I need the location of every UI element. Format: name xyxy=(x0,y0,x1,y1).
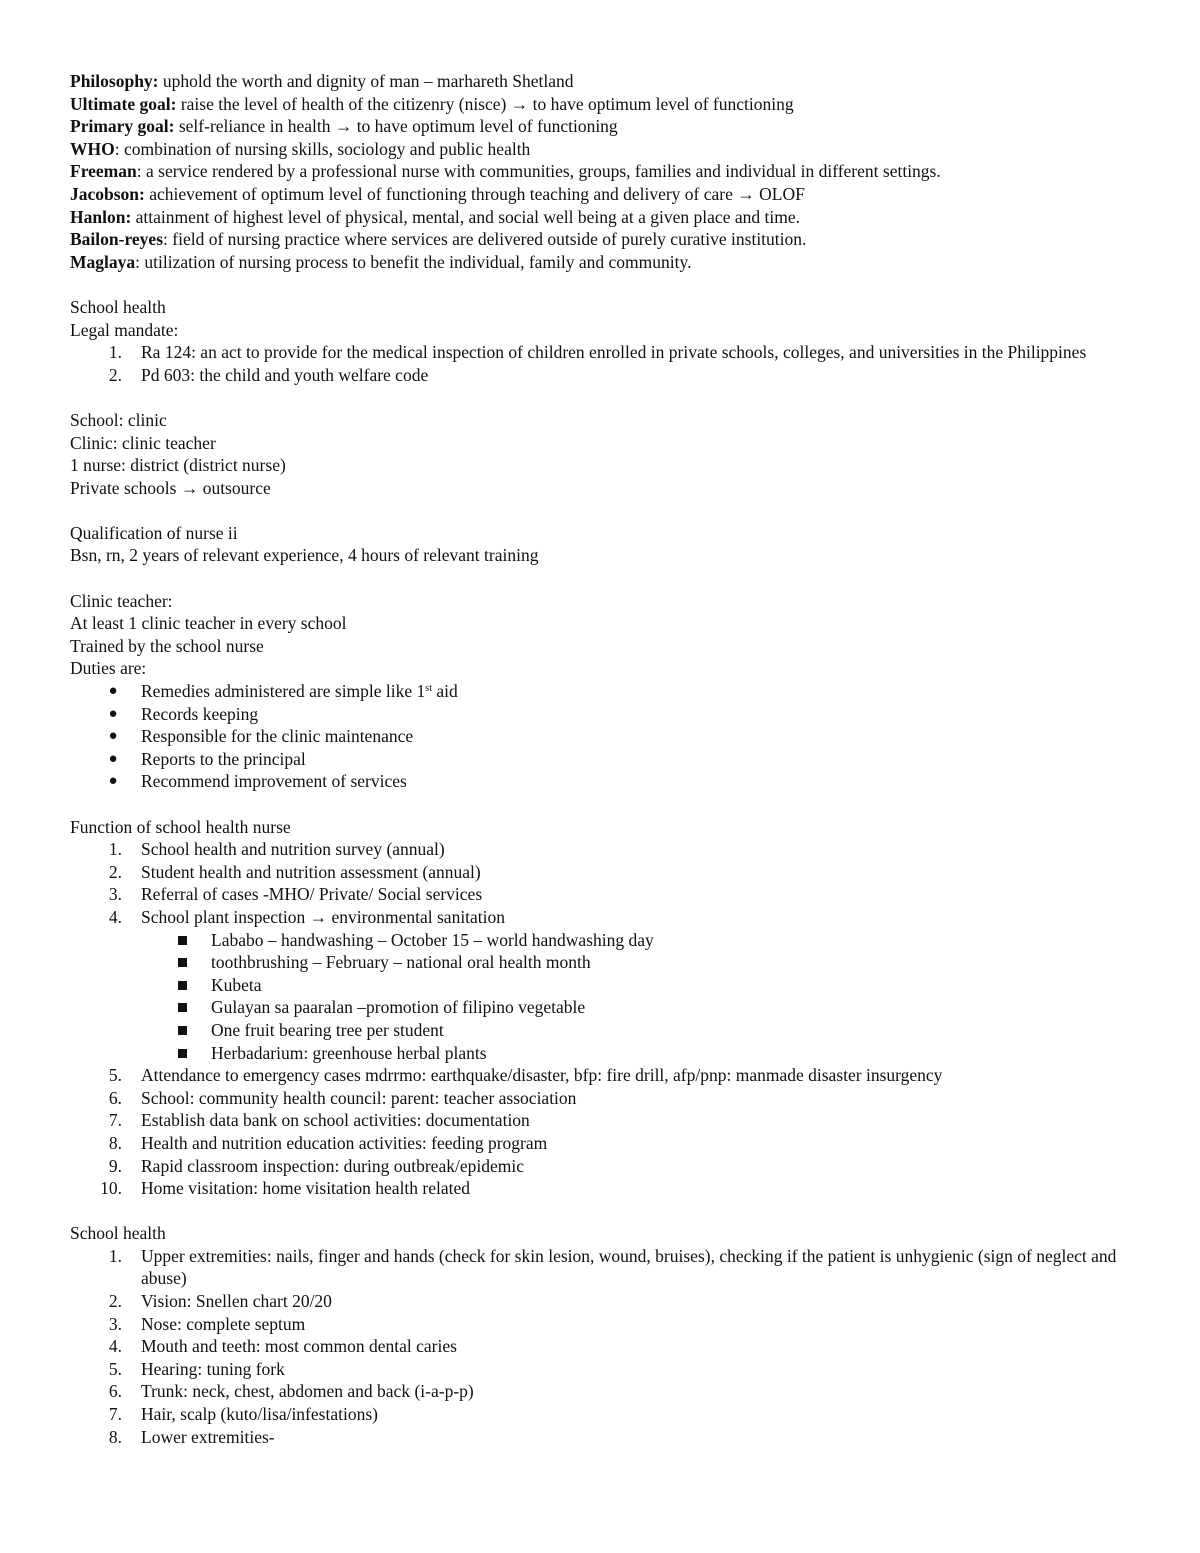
list-item xyxy=(70,1380,1140,1403)
bullet-icon: ● xyxy=(108,750,118,767)
list-item-text: Rapid classroom inspection: during outbreak/epidemic xyxy=(141,1155,524,1176)
square-bullet-icon xyxy=(178,1049,187,1058)
list-item xyxy=(70,680,1140,703)
definition-text: : combination of nursing skills, sociology and public health xyxy=(114,138,531,159)
section-heading: School health xyxy=(70,296,166,317)
list-item xyxy=(70,1087,1140,1110)
definitions-block xyxy=(70,70,1140,273)
list-item xyxy=(70,341,1140,364)
list-number: 2. xyxy=(108,1291,122,1312)
list-item-text: School plant inspection → environmental sanitation xyxy=(141,906,506,927)
list-item xyxy=(70,1313,1140,1336)
list-item xyxy=(70,1335,1140,1358)
definition-line xyxy=(70,251,1140,274)
list-number: 6. xyxy=(108,1087,122,1108)
sub-list-item xyxy=(70,929,1140,952)
list-item xyxy=(70,906,1140,929)
definition-term: WHO xyxy=(70,138,115,159)
list-item xyxy=(70,1109,1140,1132)
list-item-text: Reports to the principal xyxy=(141,748,306,769)
list-item-text: Pd 603: the child and youth welfare code xyxy=(141,364,429,385)
list-item xyxy=(70,748,1140,771)
sub-list-item xyxy=(70,1042,1140,1065)
list-number: 5. xyxy=(108,1358,122,1379)
legal-mandate-label: Legal mandate: xyxy=(70,319,179,340)
text-line: 1 nurse: district (district nurse) xyxy=(70,455,286,476)
list-item-text: Lower extremities- xyxy=(141,1426,275,1447)
spacer xyxy=(70,386,1140,409)
section-heading: School health xyxy=(70,1223,166,1244)
sub-list-item xyxy=(70,1019,1140,1042)
list-item xyxy=(70,1426,1140,1449)
list-item-text xyxy=(141,681,458,701)
list-number: 1. xyxy=(108,342,122,363)
legal-mandate-list xyxy=(70,341,1140,386)
document-page xyxy=(70,70,1140,1448)
definition-term: Philosophy: xyxy=(70,71,159,91)
list-item-text: Nose: complete septum xyxy=(141,1313,306,1334)
definition-term: Jacobson: xyxy=(70,183,145,204)
definition-term: Primary goal: xyxy=(70,116,175,137)
list-item-text: Upper extremities: nails, finger and hands (check for skin lesion, wound, bruises), checking if the patient is unhygienic (sign of neglect and abuse) xyxy=(141,1245,1117,1289)
list-number: 1. xyxy=(108,1245,122,1266)
definition-text: : utilization of nursing process to benefit the individual, family and community. xyxy=(135,251,692,272)
list-item xyxy=(70,1358,1140,1381)
definition-text: : field of nursing practice where services are delivered outside of purely curative institution. xyxy=(163,229,807,250)
list-item xyxy=(70,770,1140,793)
definition-text: uphold the worth and dignity of man – marhareth Shetland xyxy=(158,71,574,91)
bullet-icon: ● xyxy=(108,728,118,745)
assessment-list xyxy=(70,1245,1140,1448)
list-item xyxy=(70,1403,1140,1426)
text-line: Trained by the school nurse xyxy=(70,635,264,656)
list-item-text: Student health and nutrition assessment (annual) xyxy=(141,861,481,882)
list-item xyxy=(70,1177,1140,1200)
square-bullet-icon xyxy=(178,936,187,945)
list-item-text: Referral of cases -MHO/ Private/ Social services xyxy=(141,884,483,905)
list-number: 2. xyxy=(108,861,122,882)
list-number: 2. xyxy=(108,364,122,385)
definition-term: Bailon-reyes xyxy=(70,229,164,250)
list-number: 6. xyxy=(108,1381,122,1402)
definition-text: raise the level of health of the citizenry (nisce) → to have optimum level of functioning xyxy=(176,93,794,114)
list-item-text: Vision: Snellen chart 20/20 xyxy=(141,1291,332,1312)
list-item-text: School: community health council: parent: teacher association xyxy=(141,1087,577,1108)
list-item-text: Health and nutrition education activities: feeding program xyxy=(141,1132,548,1153)
spacer xyxy=(70,273,1140,296)
list-number: 8. xyxy=(108,1132,122,1153)
definition-text: self-reliance in health → to have optimum level of functioning xyxy=(174,116,618,137)
duties-list xyxy=(70,680,1140,793)
bullet-icon: ● xyxy=(108,773,118,790)
list-item-text: Recommend improvement of services xyxy=(141,771,407,792)
list-number: 8. xyxy=(108,1426,122,1447)
list-item-text: Kubeta xyxy=(211,974,262,995)
list-item xyxy=(70,883,1140,906)
ordinal-superscript: st xyxy=(425,683,432,695)
list-item-text: toothbrushing – February – national oral health month xyxy=(211,952,591,973)
square-bullet-icon xyxy=(178,958,187,967)
list-item-text: Herbadarium: greenhouse herbal plants xyxy=(211,1042,487,1063)
definition-line xyxy=(70,183,1140,206)
list-item xyxy=(70,1245,1140,1290)
duty-text-suffix: aid xyxy=(431,681,458,702)
bullet-icon: ● xyxy=(108,705,118,722)
list-item-text: School health and nutrition survey (annual) xyxy=(141,839,445,860)
definition-text: attainment of highest level of physical, mental, and social well being at a given place and time. xyxy=(131,206,800,227)
list-number: 7. xyxy=(108,1404,122,1425)
list-item xyxy=(70,725,1140,748)
list-item-text: Lababo – handwashing – October 15 – world handwashing day xyxy=(211,929,654,950)
definition-term: Maglaya xyxy=(70,251,136,272)
definition-text: achievement of optimum level of functioning through teaching and delivery of care → OLOF xyxy=(144,183,805,204)
list-item-text: Hearing: tuning fork xyxy=(141,1358,285,1379)
section-heading: Function of school health nurse xyxy=(70,816,291,837)
list-item xyxy=(70,838,1140,861)
sanitation-sublist xyxy=(70,929,1140,1065)
list-item-text: Ra 124: an act to provide for the medical inspection of children enrolled in private schools, colleges, and universities in the Philippines xyxy=(141,342,1087,363)
list-number: 9. xyxy=(108,1155,122,1176)
list-item xyxy=(70,861,1140,884)
list-item-text: Hair, scalp (kuto/lisa/infestations) xyxy=(141,1404,378,1425)
list-item-text: Trunk: neck, chest, abdomen and back (i-a-p-p) xyxy=(141,1381,474,1402)
section-heading: Qualification of nurse ii xyxy=(70,522,238,543)
list-number: 4. xyxy=(108,906,122,927)
definition-line xyxy=(70,70,1140,93)
definition-line xyxy=(70,93,1140,116)
square-bullet-icon xyxy=(178,981,187,990)
text-line: Clinic: clinic teacher xyxy=(70,432,216,453)
square-bullet-icon xyxy=(178,1003,187,1012)
list-item-text: One fruit bearing tree per student xyxy=(211,1019,444,1040)
list-item-text: Gulayan sa paaralan –promotion of filipino vegetable xyxy=(211,997,586,1018)
bullet-icon: ● xyxy=(108,683,118,700)
list-item-text: Attendance to emergency cases mdrrmo: earthquake/disaster, bfp: fire drill, afp/pnp: manmade disaster insurgency xyxy=(141,1065,943,1086)
list-item-text: Records keeping xyxy=(141,703,259,724)
text-line: School: clinic xyxy=(70,409,167,430)
definition-line xyxy=(70,228,1140,251)
definition-line xyxy=(70,206,1140,229)
list-number: 3. xyxy=(108,1313,122,1334)
list-item xyxy=(70,1290,1140,1313)
definition-line xyxy=(70,160,1140,183)
text-line: Private schools → outsource xyxy=(70,477,271,498)
definition-line xyxy=(70,138,1140,161)
list-item-text: Responsible for the clinic maintenance xyxy=(141,726,414,747)
sub-list-item xyxy=(70,974,1140,997)
list-number: 1. xyxy=(108,839,122,860)
list-number: 7. xyxy=(108,1110,122,1131)
list-number: 4. xyxy=(108,1336,122,1357)
list-item xyxy=(70,1155,1140,1178)
list-item-text: Home visitation: home visitation health related xyxy=(141,1178,471,1199)
section-heading: Clinic teacher: xyxy=(70,590,173,611)
spacer xyxy=(70,499,1140,522)
sub-list-item xyxy=(70,996,1140,1019)
list-number: 3. xyxy=(108,884,122,905)
square-bullet-icon xyxy=(178,1026,187,1035)
spacer xyxy=(70,567,1140,590)
list-item xyxy=(70,1064,1140,1087)
list-number: 5. xyxy=(108,1065,122,1086)
definition-line xyxy=(70,115,1140,138)
list-item xyxy=(70,364,1140,387)
definition-term: Hanlon: xyxy=(70,206,132,227)
functions-list-continued xyxy=(70,1064,1140,1200)
list-item xyxy=(70,703,1140,726)
list-item xyxy=(70,1132,1140,1155)
definition-term: Ultimate goal: xyxy=(70,93,177,114)
list-item-text: Establish data bank on school activities: documentation xyxy=(141,1110,530,1131)
spacer xyxy=(70,793,1140,816)
text-line: Duties are: xyxy=(70,658,147,679)
definition-text: : a service rendered by a professional nurse with communities, groups, families and individual in different settings. xyxy=(136,161,941,182)
definition-term: Freeman xyxy=(70,161,137,182)
spacer xyxy=(70,1200,1140,1223)
sub-list-item xyxy=(70,951,1140,974)
duty-text-prefix: Remedies administered are simple like 1 xyxy=(141,681,426,702)
text-line: Bsn, rn, 2 years of relevant experience, 4 hours of relevant training xyxy=(70,545,539,566)
text-line: At least 1 clinic teacher in every school xyxy=(70,613,347,634)
functions-list xyxy=(70,838,1140,928)
list-number: 10. xyxy=(100,1178,122,1199)
list-item-text: Mouth and teeth: most common dental caries xyxy=(141,1336,457,1357)
